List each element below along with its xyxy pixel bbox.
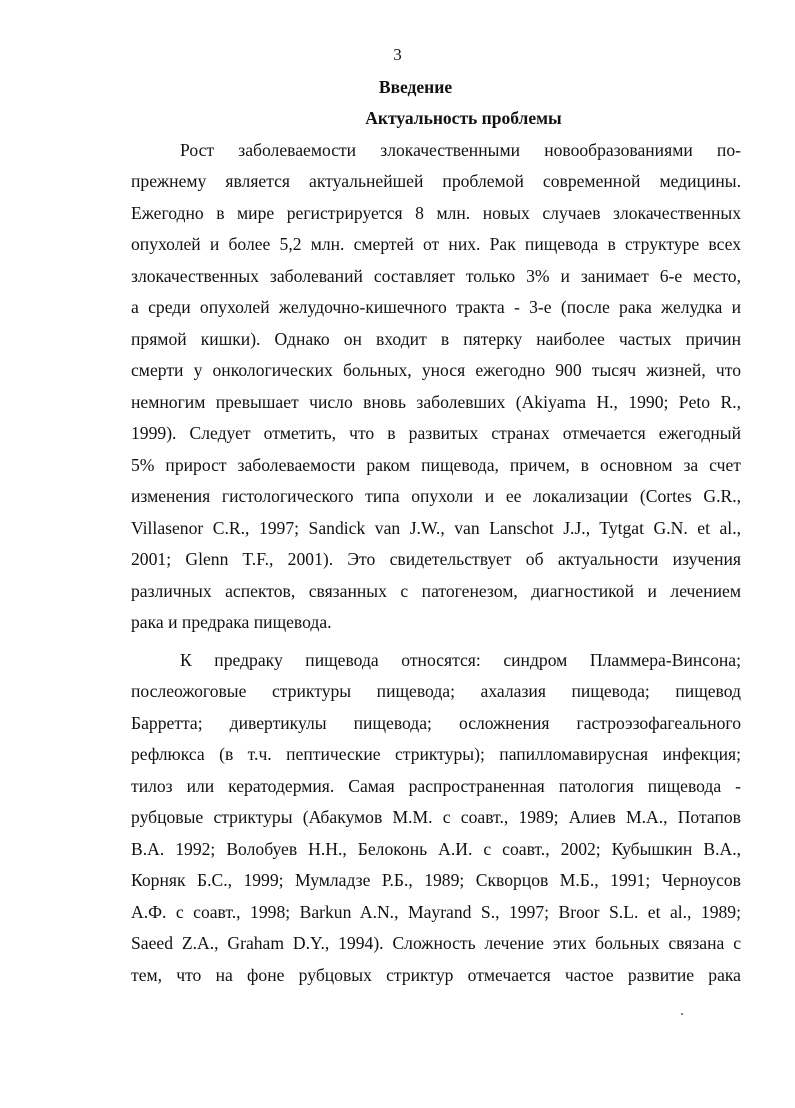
text-line: Ежегодно в мире регистрируется 8 млн. новых случаев злокачественных [131,203,741,223]
text-line: различных аспектов, связанных с патогенезом, диагностикой и лечением [131,581,741,601]
text-line: рубцовые стриктуры (Абакумов М.М. с соавт., 1989; Алиев М.А., Потапов [131,807,741,827]
text-line: опухолей и более 5,2 млн. смертей от них. Рак пищевода в структуре всех [131,234,741,254]
text-line: В.А. 1992; Волобуев Н.Н., Белоконь А.И. с соавт., 2002; Кубышкин В.А., [131,839,741,859]
text-line: 5% прирост заболеваемости раком пищевода, причем, в основном за счет [131,455,741,475]
text-line: Villasenor C.R., 1997; Sandick van J.W., van Lanschot J.J., Tytgat G.N. et al., [131,518,741,538]
page-number: 3 [393,45,402,64]
text-line: послеожоговые стриктуры пищевода; ахалазия пищевода; пищевод [131,681,741,701]
text-line: тем, что на фоне рубцовых стриктур отмечается частое развитие рака [131,965,741,985]
text-line: смерти у онкологических больных, унося ежегодно 900 тысяч жизней, что [131,360,741,380]
text-line: А.Ф. с соавт., 1998; Barkun A.N., Mayrand S., 1997; Broor S.L. et al., 1989; [131,902,741,922]
text-line: а среди опухолей желудочно-кишечного тракта - 3-е (после рака желудка и [131,297,741,317]
text-line: злокачественных заболеваний составляет только 3% и занимает 6-е место, [131,266,741,286]
scan-speck [681,1013,683,1015]
text-line: рака и предрака пищевода. [131,612,332,632]
text-line: прямой кишки). Однако он входит в пятерку наиболее частых причин [131,329,741,349]
section-subheading: Актуальность проблемы [365,108,562,128]
text-line: 1999). Следует отметить, что в развитых странах отмечается ежегодный [131,423,741,443]
text-line: тилоз или кератодермия. Самая распространенная патология пищевода - [131,776,741,796]
text-line: прежнему является актуальнейшей проблемой современной медицины. [131,171,741,191]
text-line: К предраку пищевода относятся: синдром Пламмера-Винсона; [180,650,741,670]
text-line: 2001; Glenn T.F., 2001). Это свидетельствует об актуальности изучения [131,549,741,569]
text-line: Рост заболеваемости злокачественными новообразованиями по- [180,140,741,160]
text-line: изменения гистологического типа опухоли и ее локализации (Cortes G.R., [131,486,741,506]
text-line: Барретта; дивертикулы пищевода; осложнения гастроэзофагеального [131,713,741,733]
text-line: Корняк Б.С., 1999; Мумладзе Р.Б., 1989; Скворцов М.Б., 1991; Черноусов [131,870,741,890]
text-line: немногим превышает число вновь заболевших (Akiyama H., 1990; Peto R., [131,392,741,412]
section-heading: Введение [378,77,453,97]
text-line: Saeed Z.A., Graham D.Y., 1994). Сложность лечение этих больных связана с [131,933,741,953]
text-line: рефлюкса (в т.ч. пептические стриктуры); папилломавирусная инфекция; [131,744,741,764]
